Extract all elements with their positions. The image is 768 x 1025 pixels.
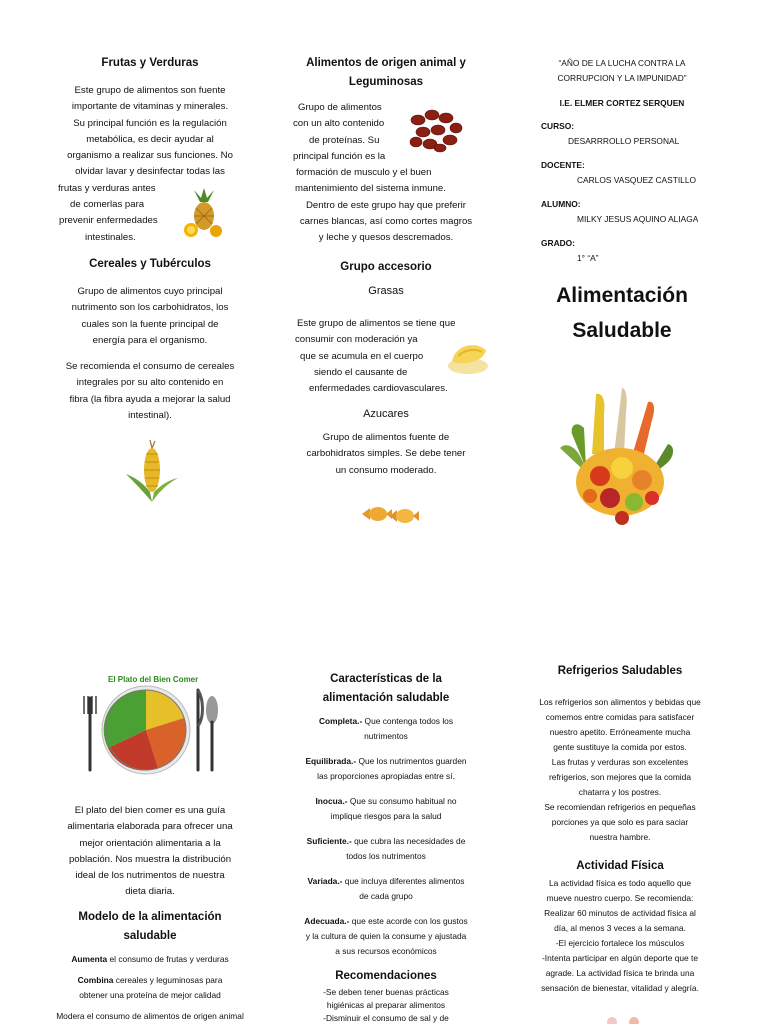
fruits-line: organismo a realizar sus funciones. No xyxy=(67,150,233,162)
combina-line-2: obtener una proteína de mejor calidad xyxy=(79,989,221,1000)
aumenta-text: el consumo de frutas y verduras xyxy=(107,953,229,964)
cereals-line: Se recomienda el consumo de cereales xyxy=(65,361,235,373)
cereals-line: Grupo de alimentos cuyo principal xyxy=(77,286,223,297)
activity-line: sensación de bienestar, vitalidad y alegría. xyxy=(541,983,699,993)
snacks-title: Refrigerios Saludables xyxy=(557,665,683,677)
fruits-line: intestinales. xyxy=(85,231,136,243)
characteristic-text: Que su consumo habitual no xyxy=(347,796,457,806)
characteristic-text: que cubra las necesidades de xyxy=(351,836,466,846)
characteristic-item xyxy=(283,794,489,809)
snacks-line: gente sustituye la comida por estos. xyxy=(553,742,687,752)
combina-label: Combina xyxy=(77,974,114,985)
course-label: CURSO: xyxy=(541,121,575,131)
cover-motto xyxy=(522,56,722,111)
cover-info xyxy=(541,119,741,266)
fruits-line: Este grupo de alimentos son fuente xyxy=(74,85,226,96)
cereals-line: nutrimento son los carbohidratos, los xyxy=(71,302,229,314)
fats-line: siendo el causante de xyxy=(314,366,408,378)
fruits-line: frutas y verduras antes xyxy=(58,182,156,194)
cover-title-line: Alimentación xyxy=(556,284,688,307)
sugar-line: un consumo moderado. xyxy=(335,464,437,476)
animal-line: mantenimiento del sistema inmune. xyxy=(295,183,446,195)
plate-line: población. Nos muestra la distribución xyxy=(68,853,232,865)
grade-value: 1° “A” xyxy=(577,253,599,263)
vegetable-hand-image xyxy=(556,384,680,528)
characteristic-line: nutrimentos xyxy=(364,731,408,741)
animal-line: y leche y quesos descremados. xyxy=(318,232,454,244)
snacks-line: porciones ya que solo es para saciar xyxy=(551,817,689,827)
characteristics-title: alimentación saludable xyxy=(322,692,450,704)
fats-title: Grasas xyxy=(368,285,404,297)
modera-line: Modera el consumo de alimentos de origen animal xyxy=(56,1010,244,1021)
sugar-line: carbohidratos simples. Se debe tener xyxy=(306,448,466,460)
combina-text: cereales y leguminosas para xyxy=(113,974,223,985)
characteristic-line: y la cultura de quien la consume y ajustada xyxy=(305,931,467,941)
plate-line: dieta diaria. xyxy=(125,886,175,898)
teacher-label: DOCENTE: xyxy=(541,160,585,170)
snacks-line: comemos entre comidas para satisfacer xyxy=(545,712,695,722)
animal-line: principal función es la xyxy=(293,150,386,162)
activity-line: día, al menos 3 veces a la semana. xyxy=(554,923,686,933)
snacks-section xyxy=(520,662,720,996)
activity-line: mueve nuestro cuerpo. Se recomienda: xyxy=(546,893,694,903)
characteristic-label: Suficiente.- xyxy=(306,836,352,846)
characteristic-label: Completa.- xyxy=(318,716,363,726)
characteristic-label: Inocua.- xyxy=(315,796,348,806)
characteristic-line: a sus recursos económicos xyxy=(335,946,437,956)
snacks-line: chatarra y los postres. xyxy=(578,787,662,797)
plate-line: El plato del bien comer es una guía xyxy=(74,805,226,816)
cereals-title: Cereales y Tubérculos xyxy=(89,258,211,270)
sugar-title: Azucares xyxy=(363,408,409,420)
recommendation-line: -Disminuir el consumo de sal y de xyxy=(323,1013,449,1023)
characteristic-line: todos los nutrimentos xyxy=(346,851,426,861)
motto-line: CORRUPCION Y LA IMPUNIDAD” xyxy=(557,73,687,83)
snacks-line: Las frutas y verduras son excelentes xyxy=(551,757,689,767)
characteristic-item xyxy=(283,834,489,849)
fats-line: que se acumula en el cuerpo xyxy=(300,350,424,362)
plate-image-title: El Plato del Bien Comer xyxy=(108,675,199,684)
snacks-line: Los refrigerios son alimentos y bebidas que xyxy=(539,697,701,707)
characteristic-text: Que los nutrimentos guarden xyxy=(356,756,467,766)
activity-line: La actividad física es todo aquello que xyxy=(548,878,691,888)
plate-line: mejor orientación alimentaria a la xyxy=(79,837,221,849)
activity-line: Realizar 60 minutos de actividad física al xyxy=(544,908,696,918)
snacks-line: refrigerios, son mejores que la comida xyxy=(549,772,691,782)
fruits-line: de comerlas para xyxy=(70,199,145,211)
fats-line: Este grupo de alimentos se tiene que xyxy=(297,318,456,329)
candy-image xyxy=(360,500,420,526)
characteristic-item xyxy=(283,874,489,889)
cereals-line: fibra (la fibra ayuda a mejorar la salud xyxy=(69,393,231,405)
model-title: Modelo de la alimentación xyxy=(78,910,222,923)
characteristic-text: que este acorde con los gustos xyxy=(349,916,468,926)
motto-line: “AÑO DE LA LUCHA CONTRA LA xyxy=(558,58,686,68)
recommendations-title: Recomendaciones xyxy=(335,970,437,982)
recommendation-line: higiénicas al preparar alimentos xyxy=(326,1000,446,1010)
animal-line: de proteínas. Su xyxy=(309,134,380,146)
cereals-line: energía para el organismo. xyxy=(92,334,208,346)
aumenta-label: Aumenta xyxy=(71,953,108,964)
snacks-line: nuestra hambre. xyxy=(589,832,651,842)
recommendation-line: -Se deben tener buenas prácticas xyxy=(323,987,449,997)
fruits-line: Su principal función es la regulación xyxy=(73,117,227,129)
plate-line: alimentaria elaborada para ofrecer una xyxy=(67,821,233,833)
combina-line xyxy=(50,973,250,988)
animal-line: Grupo de alimentos xyxy=(298,102,382,113)
course-value: DESARRROLLO PERSONAL xyxy=(568,136,680,146)
cereals-line: integrales por su alto contenido en xyxy=(76,377,224,389)
animal-title: Leguminosas xyxy=(348,76,424,88)
beans-image xyxy=(408,106,464,156)
fruits-line: metabólica, es decir ayudar al xyxy=(86,133,214,145)
accessory-title: Grupo accesorio xyxy=(340,261,432,273)
student-label: ALUMNO: xyxy=(541,199,581,209)
fruits-line: importante de vitaminas y minerales. xyxy=(71,101,229,113)
accessory-section xyxy=(283,258,489,297)
characteristic-text: que incluya diferentes alimentos xyxy=(342,876,465,886)
animal-line: con un alto contenido xyxy=(293,118,385,130)
sugar-section xyxy=(283,408,489,479)
sugar-line: Grupo de alimentos fuente de xyxy=(322,432,450,443)
fruits-line: olvidar lavar y desinfectar todas las xyxy=(75,166,225,178)
characteristic-item xyxy=(283,754,489,769)
fruits-line: prevenir enfermedades xyxy=(59,215,158,227)
aumenta-line xyxy=(50,952,250,967)
fats-line: consumir con moderación ya xyxy=(295,334,418,346)
animal-line: Dentro de este grupo hay que preferir xyxy=(306,199,466,211)
cereals-line: intestinal). xyxy=(128,410,172,422)
animal-title: Alimentos de origen animal y xyxy=(306,57,466,69)
activity-line: -El ejercicio fortalece los músculos xyxy=(555,938,685,948)
plate-section xyxy=(50,803,250,1024)
cereals-section xyxy=(48,255,252,424)
model-title: saludable xyxy=(123,929,177,942)
cereals-line: cuales son la fuente principal de xyxy=(81,318,219,330)
characteristic-label: Equilibrada.- xyxy=(305,756,357,766)
animal-line: carnes blancas, así como cortes magros xyxy=(299,216,473,228)
characteristic-item xyxy=(283,914,489,929)
characteristic-line: las proporciones apropiadas entre sí. xyxy=(317,771,455,781)
butter-image xyxy=(444,336,492,378)
characteristics-section xyxy=(283,670,489,1025)
animal-section xyxy=(283,54,489,92)
cover-title-line: Saludable xyxy=(572,319,672,342)
characteristic-line: implique riesgos para la salud xyxy=(330,811,442,821)
characteristic-text: Que contenga todos los xyxy=(362,716,454,726)
snacks-line: nuestro apetito. Erróneamente mucha xyxy=(549,727,691,737)
plate-image xyxy=(78,670,224,780)
fats-line: enfermedades cardiovasculares. xyxy=(309,383,448,395)
plate-line: ideal de los nutrimentos de nuestra xyxy=(75,870,225,882)
characteristic-label: Variada.- xyxy=(307,876,343,886)
teacher-value: CARLOS VASQUEZ CASTILLO xyxy=(577,175,696,185)
student-value: MILKY JESUS AQUINO ALIAGA xyxy=(577,214,699,224)
cover-title xyxy=(522,278,722,348)
fruits-title: Frutas y Verduras xyxy=(101,57,199,69)
fruit-partial-image xyxy=(604,1012,644,1024)
pineapple-image xyxy=(180,188,228,240)
animal-line: formación de musculo y el buen xyxy=(296,167,432,179)
corn-image xyxy=(124,440,180,506)
activity-title: Actividad Física xyxy=(576,860,664,872)
characteristic-label: Adecuada.- xyxy=(304,916,350,926)
characteristic-line: de cada grupo xyxy=(359,891,413,901)
characteristics-title: Características de la xyxy=(330,673,442,685)
activity-line: -Intenta participar en algún deporte que te xyxy=(542,953,698,963)
grade-label: GRADO: xyxy=(541,238,575,248)
characteristic-item xyxy=(283,714,489,729)
snacks-line: Se recomiendan refrigerios en pequeñas xyxy=(544,802,696,812)
activity-line: agrade. La actividad física te brinda una xyxy=(545,968,695,978)
school-name: I.E. ELMER CORTEZ SERQUEN xyxy=(559,98,685,108)
